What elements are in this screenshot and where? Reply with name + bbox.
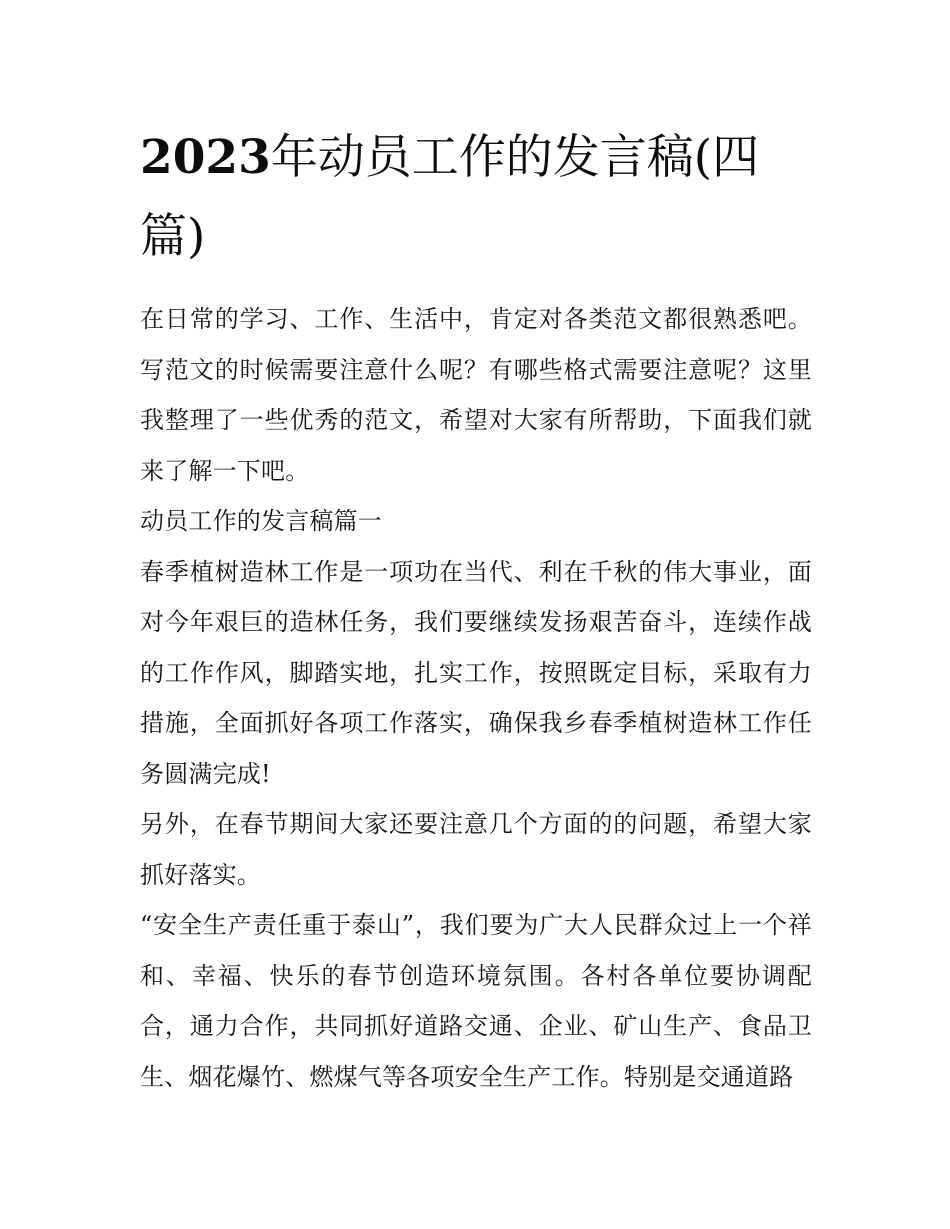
section-heading: 动员工作的发言稿篇一 <box>140 507 382 535</box>
document-title <box>140 118 812 276</box>
document-title-text: 年动员工作的发言稿(四篇) <box>140 130 760 264</box>
document-body <box>140 118 812 1102</box>
body-paragraph: 春季植树造林工作是一项功在当代、利在千秋的伟大事业，面对今年艰巨的造林任务，我们要继续发扬艰苦奋斗，连续作战的工作作风，脚踏实地，扎实工作，按照既定目标，采取有力措施，全面抓好各项工作落实，确保我乡春季植树造林工作任务圆满完成! <box>140 557 812 788</box>
body-paragraph: “安全生产责任重于泰山”，我们要为广大人民群众过上一个祥和、幸福、快乐的春节创造环境氛围。各村各单位要协调配合，通力合作，共同抓好道路交通、企业、矿山生产、食品卫生、烟花爆竹、燃煤气等各项安全生产工作。特别是交通道路 <box>140 911 812 1091</box>
document-title-year: 2023 <box>140 130 271 185</box>
intro-paragraph: 在日常的学习、工作、生活中，肯定对各类范文都很熟悉吧。写范文的时候需要注意什么呢？有哪些格式需要注意呢？这里我整理了一些优秀的范文，希望对大家有所帮助，下面我们就来了解一下吧。 <box>140 305 812 485</box>
body-paragraph: 另外，在春节期间大家还要注意几个方面的的问题，希望大家抓好落实。 <box>140 810 812 889</box>
